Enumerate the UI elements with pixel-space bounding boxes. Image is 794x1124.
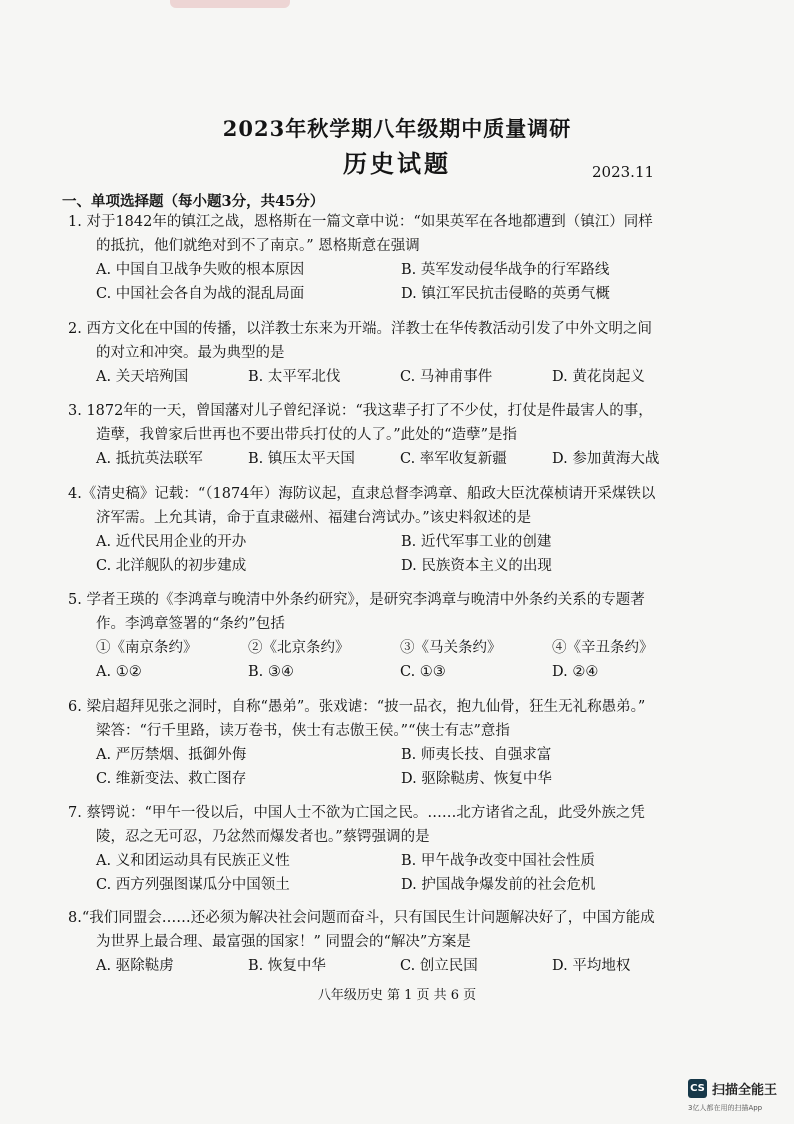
option-b: B. 英军发动侵华战争的行军路线 — [401, 262, 610, 278]
question-stem-line: 为世界上最合理、最富强的国家！” 同盟会的“解决”方案是 — [96, 934, 471, 950]
exam-date: 2023.11 — [592, 163, 655, 181]
question-2 — [68, 317, 728, 389]
section-heading: 一、单项选择题（每小题3分，共45分） — [62, 193, 325, 210]
option-b: B. ③④ — [248, 664, 294, 680]
option-a: A. 严厉禁烟、抵御外侮 — [96, 747, 247, 763]
option-c: C. 西方列强图谋瓜分中国领土 — [96, 877, 290, 893]
question-1 — [68, 210, 728, 306]
question-stem-line: 3. 1872年的一天，曾国藩对儿子曾纪泽说：“我这辈子打了不少仗，打仗是件最害人的事， — [68, 403, 653, 419]
option-c: C. 创立民国 — [400, 958, 478, 974]
question-6 — [68, 695, 728, 791]
option-list — [68, 530, 728, 578]
option-d: D. 参加黄海大战 — [552, 451, 660, 467]
statement-item: ①《南京条约》 — [96, 640, 198, 656]
exam-title: 2023年秋学期八年级期中质量调研 — [222, 116, 572, 141]
question-stem-line: 作。李鸿章签署的“条约”包括 — [96, 616, 285, 632]
option-c: C. 率军收复新疆 — [400, 451, 507, 467]
question-stem-line: 梁答：“行千里路，读万卷书，侠士有志傲王侯。”“侠士有志”意指 — [96, 723, 510, 739]
option-b: B. 恢复中华 — [248, 958, 326, 974]
option-a: A. 近代民用企业的开办 — [96, 534, 247, 550]
option-list — [68, 447, 728, 471]
option-a: A. 中国自卫战争失败的根本原因 — [96, 262, 305, 278]
question-stem-line: 的对立和冲突。最为典型的是 — [96, 345, 285, 361]
question-stem-line: 7. 蔡锷说：“甲午一役以后，中国人士不欲为亡国之民。……北方诸省之乱，此受外族之凭 — [68, 805, 645, 821]
option-list — [68, 849, 728, 897]
statement-list — [68, 636, 728, 660]
option-b: B. 近代军事工业的创建 — [401, 534, 552, 550]
option-a: A. 关天培殉国 — [96, 369, 189, 385]
option-b: B. 太平军北伐 — [248, 369, 341, 385]
option-list — [68, 954, 728, 978]
option-b: B. 师夷长技、自强求富 — [401, 747, 552, 763]
question-stem-line: 1. 对于1842年的镇江之战，恩格斯在一篇文章中说：“如果英军在各地都遭到（镇江）同样 — [68, 214, 653, 230]
statement-item: ③《马关条约》 — [400, 640, 502, 656]
question-3 — [68, 399, 728, 471]
option-list — [68, 743, 728, 791]
option-d: D. 镇江军民抗击侵略的英勇气概 — [401, 286, 610, 302]
question-stem-line: 的抵抗，他们就绝对到不了南京。” 恩格斯意在强调 — [96, 238, 420, 254]
option-d: D. 黄花岗起义 — [552, 369, 645, 385]
camscanner-logo-icon: CS — [688, 1079, 707, 1098]
page-footer: 八年级历史 第 1 页 共 6 页 — [317, 988, 477, 1003]
scan-smudge — [170, 0, 290, 8]
watermark-brand: 扫描全能王 — [712, 1083, 778, 1098]
question-8 — [68, 906, 728, 978]
statement-item: ④《辛丑条约》 — [552, 640, 654, 656]
exam-subject: 历史试题 — [343, 149, 451, 178]
option-d: D. ②④ — [552, 664, 599, 680]
question-stem-line: 造孽，我曾家后世再也不要出带兵打仗的人了。”此处的“造孽”是指 — [96, 427, 517, 443]
option-c: C. 维新变法、救亡图存 — [96, 771, 247, 787]
option-c: C. 马神甫事件 — [400, 369, 493, 385]
scanner-watermark — [688, 1079, 777, 1098]
option-d: D. 民族资本主义的出现 — [401, 558, 552, 574]
question-stem-line: 4.《清史稿》记载：“（1874年）海防议起，直隶总督李鸿章、船政大臣沈葆桢请开采煤铁以 — [68, 486, 656, 502]
option-list — [68, 660, 728, 684]
question-stem-line: 5. 学者王瑛的《李鸿章与晚清中外条约研究》，是研究李鸿章与晚清中外条约关系的专题著 — [68, 592, 645, 608]
option-b: B. 镇压太平天国 — [248, 451, 355, 467]
option-d: D. 平均地权 — [552, 958, 631, 974]
question-stem-line: 济军需。上允其请，命于直隶磁州、福建台湾试办。”该史料叙述的是 — [96, 510, 532, 526]
option-a: A. 驱除鞑虏 — [96, 958, 174, 974]
question-7 — [68, 801, 728, 897]
question-stem-line: 陵，忍之无可忍，乃忿然而爆发者也。”蔡锷强调的是 — [96, 829, 430, 845]
option-a: A. ①② — [96, 664, 142, 680]
question-stem-line: 6. 梁启超拜见张之洞时，自称“愚弟”。张戏谑：“披一品衣，抱九仙骨，狂生无礼称愚弟。” — [68, 699, 646, 715]
option-a: A. 抵抗英法联军 — [96, 451, 203, 467]
statement-item: ②《北京条约》 — [248, 640, 350, 656]
option-list — [68, 258, 728, 306]
option-c: C. ①③ — [400, 664, 446, 680]
watermark-tagline: 3亿人都在用的扫描App — [688, 1104, 763, 1112]
question-5 — [68, 588, 728, 684]
option-c: C. 中国社会各自为战的混乱局面 — [96, 286, 305, 302]
option-a: A. 义和团运动具有民族正义性 — [96, 853, 290, 869]
question-stem-line: 2. 西方文化在中国的传播，以洋教士东来为开端。洋教士在华传教活动引发了中外文明之间 — [68, 321, 652, 337]
option-list — [68, 365, 728, 389]
option-b: B. 甲午战争改变中国社会性质 — [401, 853, 595, 869]
option-d: D. 护国战争爆发前的社会危机 — [401, 877, 596, 893]
question-stem-line: 8.“我们同盟会……还必须为解决社会问题而奋斗，只有国民生计问题解决好了，中国方能成 — [68, 910, 655, 926]
question-4 — [68, 482, 728, 578]
option-c: C. 北洋舰队的初步建成 — [96, 558, 247, 574]
option-d: D. 驱除鞑虏、恢复中华 — [401, 771, 552, 787]
